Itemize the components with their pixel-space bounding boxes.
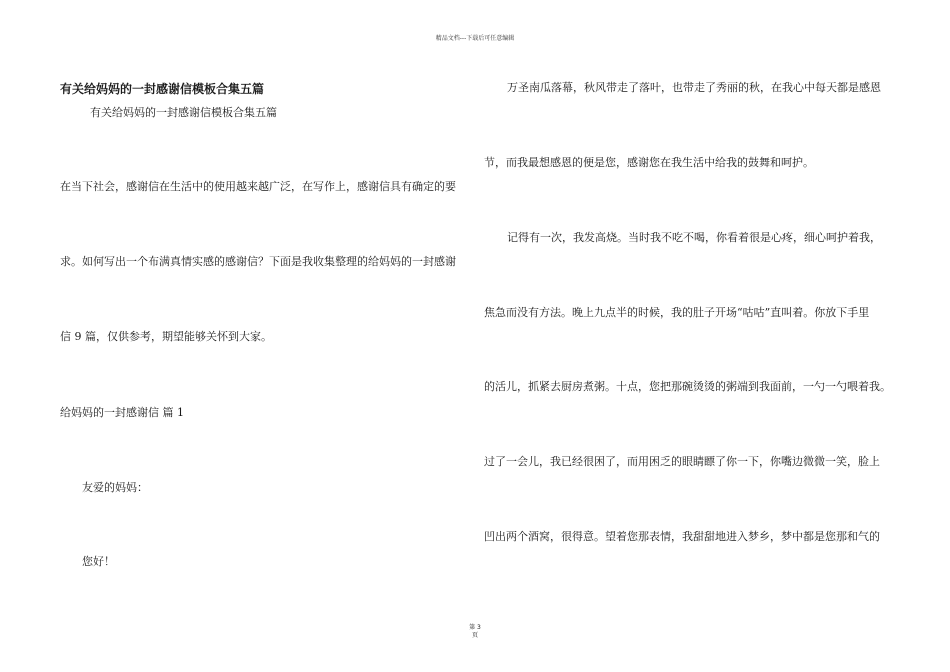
page-number	[0, 624, 950, 640]
section-heading: 给妈妈的一封感谢信 篇 1	[60, 406, 184, 419]
right-paragraph-line: 万圣南瓜落幕，秋风带走了落叶，也带走了秀丽的秋，在我心中每天都是感恩	[507, 81, 881, 94]
right-paragraph-line: 的活儿，抓紧去厨房煮粥。十点，您把那碗烫烫的粥端到我面前，一勺一勺喂着我。	[484, 380, 891, 393]
document-title: 有关给妈妈的一封感谢信模板合集五篇	[60, 82, 265, 96]
right-paragraph-line: 记得有一次，我发高烧。当时我不吃不喝，你看着很是心疼，细心呵护着我，	[507, 231, 881, 244]
header-note: 精品文档---下载后可任意编辑	[435, 35, 515, 42]
page-number-top: 第 3	[469, 624, 481, 631]
salutation: 友爱的妈妈：	[82, 481, 148, 494]
page-number-bottom: 页	[471, 632, 478, 639]
right-paragraph-line: 凹出两个酒窝，很得意。望着您那表情，我甜甜地进入梦乡，梦中都是您那和气的	[484, 530, 880, 543]
right-paragraph-line: 焦急而没有方法。晚上九点半的时候，我的肚子开场“咕咕”直叫着。你放下手里	[484, 306, 870, 319]
left-paragraph-line: 信 9 篇，仅供参考，期望能够关怀到大家。	[60, 330, 272, 343]
right-paragraph-line: 节，而我最想感恩的便是您，感谢您在我生活中给我的鼓舞和呵护。	[484, 156, 814, 169]
left-paragraph-line: 求。如何写出一个布满真情实感的感谢信？下面是我收集整理的给妈妈的一封感谢	[60, 255, 456, 268]
greeting: 您好！	[82, 555, 115, 568]
document-subtitle: 有关给妈妈的一封感谢信模板合集五篇	[90, 106, 277, 119]
left-paragraph-line: 在当下社会，感谢信在生活中的使用越来越广泛，在写作上，感谢信具有确定的要	[60, 180, 456, 193]
right-paragraph-line: 过了一会儿，我已经很困了，而用困乏的眼睛瞟了你一下，你嘴边微微一笑，脸上	[484, 455, 880, 468]
